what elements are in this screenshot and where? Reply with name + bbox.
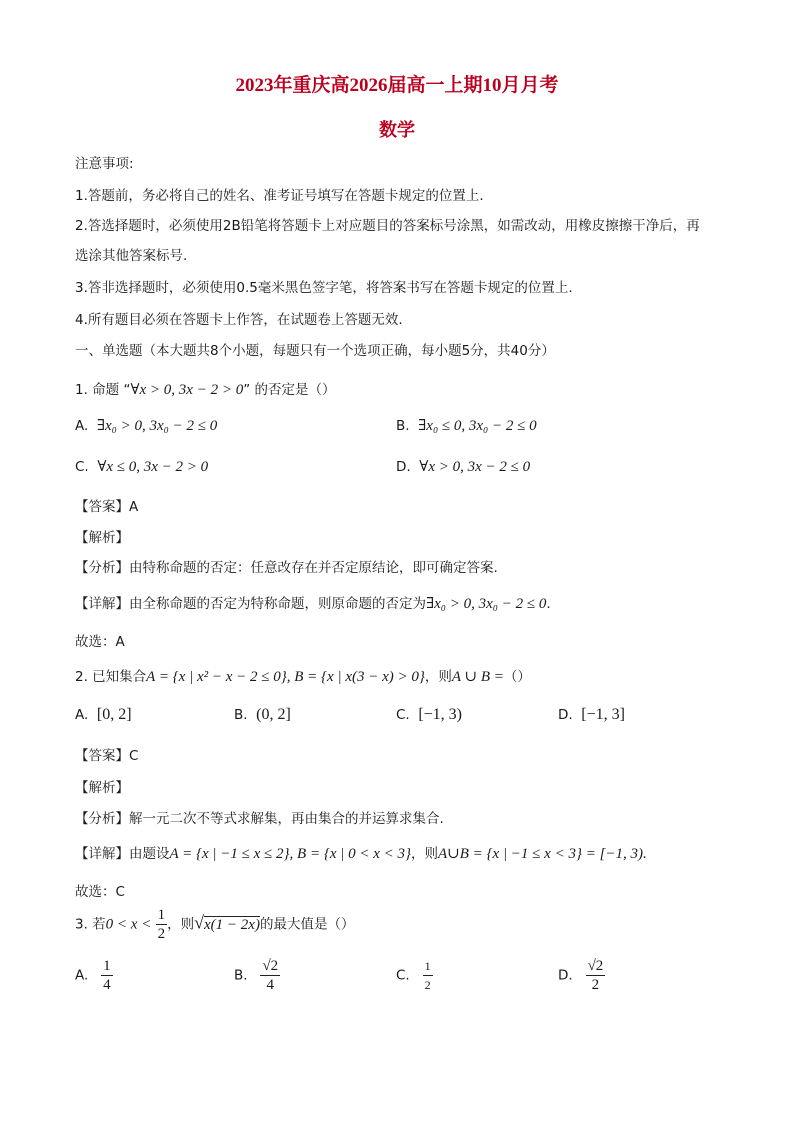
detail-mid: ，则 [411,846,439,862]
q2-detail [75,842,647,863]
fenxi-tag: 【分析】 [75,560,129,576]
option-label: D. [558,967,573,984]
q1-option-a [75,416,217,435]
fenxi-text: 由特称命题的否定：任意改存在并否定原结论，即可确定答案. [129,560,498,576]
q2-stem-prefix: 2. 已知集合 [75,669,147,685]
option-label: C. [396,707,410,723]
answer-value: A [129,499,139,515]
fenxi-tag: 【分析】 [75,811,129,827]
subject-title: 数学 [379,120,415,140]
q2-option-b [234,706,291,724]
notice-item-1: 1.答题前，务必将自己的姓名、准考证号填写在答题卡规定的位置上. [75,188,484,204]
q3-option-c [396,957,433,994]
detail-end: . [546,596,551,612]
option-fraction [586,957,606,994]
fraction-denominator: 2 [424,978,431,992]
option-label: A. [75,967,89,984]
option-math: ∃x₀ > 0, 3x₀ − 2 ≤ 0 [96,418,218,434]
detail-text: 由题设 [129,846,170,862]
q3-option-d [558,957,605,994]
q3-stem-prefix: 3. 若 [75,916,106,933]
q1-choose: 故选：A [75,634,125,650]
option-label: B. [234,707,248,723]
detail-tag: 【详解】 [75,846,129,862]
notice-item-2: 2.答选择题时，必须使用2B铅笔将答题卡上对应题目的答案标号涂黑，如需改动，用橡皮擦擦干净后，再 [75,218,700,234]
q3-stem-suffix: 的最大值是（） [259,916,355,933]
q2-answer [75,744,138,764]
fraction-denominator: 2 [157,926,166,942]
detail-math: A = {x | −1 ≤ x ≤ 2}, B = {x | 0 < x < 3} [169,846,412,862]
fraction-denominator: 2 [591,977,600,993]
answer-tag: 【答案】 [75,499,129,515]
q2-fenxi [75,807,444,827]
option-fraction [101,957,113,994]
notice-item-3: 3.答非选择题时，必须使用0.5毫米黑色签字笔，将答案书写在答题卡规定的位置上. [75,280,573,296]
q1-option-c [75,457,208,476]
q1-stem-suffix: ” 的否定是（） [243,382,336,398]
section-heading: 一、单选题（本大题共8个小题，每题只有一个选项正确，每小题5分，共40分） [75,343,555,359]
option-label: B. [234,967,248,984]
q3-stem-math: 0 < x < [105,916,152,933]
q2-analysis-tag: 【解析】 [75,780,129,796]
q3-stem-sqrt-sign: √ [194,912,205,933]
option-fraction [423,957,433,994]
q1-option-b [396,416,537,435]
notice-item-2-cont: 选涂其他答案标号. [75,248,188,264]
answer-tag: 【答案】 [75,748,129,764]
fraction-numerator: 1 [157,907,166,923]
fenxi-text: 解一元二次不等式求解集，再由集合的并运算求集合. [129,811,444,827]
fraction-denominator: 4 [103,977,111,993]
q1-analysis-tag: 【解析】 [75,530,129,546]
option-math: ∃x₀ ≤ 0, 3x₀ − 2 ≤ 0 [418,418,537,434]
exam-title: 2023年重庆高2026届高一上期10月月考 [235,75,559,96]
option-math: [−1, 3) [418,706,462,723]
option-label: B. [396,418,410,434]
detail-tag: 【详解】 [75,596,129,612]
option-math: [0, 2] [96,706,132,723]
option-label: D. [396,459,411,475]
q1-fenxi [75,556,498,576]
fraction-numerator: √2 [262,958,279,974]
q3-option-a [75,957,113,994]
notice-heading: 注意事项: [75,156,134,172]
option-label: A. [75,707,89,723]
fraction-denominator: 4 [266,977,275,993]
q2-choose: 故选：C [75,884,125,900]
option-fraction [260,957,280,994]
q2-stem-math: A = {x | x² − x − 2 ≤ 0}, B = {x | x(3 − x) > 0} [146,669,425,685]
q1-stem [75,378,336,399]
q2-option-d [558,706,625,724]
q3-stem-mid: ，则 [167,916,195,933]
option-label: A. [75,418,89,434]
detail-math2: A∪B = {x | −1 ≤ x < 3} = [−1, 3). [438,846,647,862]
q3-option-b [234,957,280,994]
q1-detail [75,592,551,613]
q1-stem-math: ∀x > 0, 3x − 2 > 0 [130,382,244,398]
detail-math: ∃x₀ > 0, 3x₀ − 2 ≤ 0 [426,596,547,612]
option-label: C. [75,459,89,475]
option-label: C. [396,967,410,984]
q1-option-d [396,457,530,476]
notice-item-4: 4.所有题目必须在答题卡上作答，在试题卷上答题无效. [75,312,403,328]
fraction-numerator: 1 [103,958,111,974]
answer-value: C [129,748,139,764]
q3-stem-fraction [156,906,168,943]
q2-stem-suffix: ，则 [424,669,452,685]
q2-stem-math2: A ∪ B = [451,669,504,685]
option-label: D. [558,707,573,723]
q3-stem [75,906,354,943]
option-math: [−1, 3] [581,706,625,723]
q3-stem-sqrt: x(1 − 2x) [204,916,260,933]
fraction-numerator: √2 [587,958,604,974]
fraction-numerator: 1 [423,957,433,976]
q2-option-c [396,706,462,724]
detail-text: 由全称命题的否定为特称命题，则原命题的否定为 [129,596,426,612]
option-math: (0, 2] [256,706,291,723]
q1-stem-prefix: 1. 命题 “ [75,382,131,398]
q2-option-a [75,706,132,724]
q2-stem-end: （） [503,669,531,685]
q2-stem [75,665,531,686]
option-math: ∀x > 0, 3x − 2 ≤ 0 [419,459,531,475]
q1-answer [75,495,138,515]
option-math: ∀x ≤ 0, 3x − 2 > 0 [97,459,209,475]
